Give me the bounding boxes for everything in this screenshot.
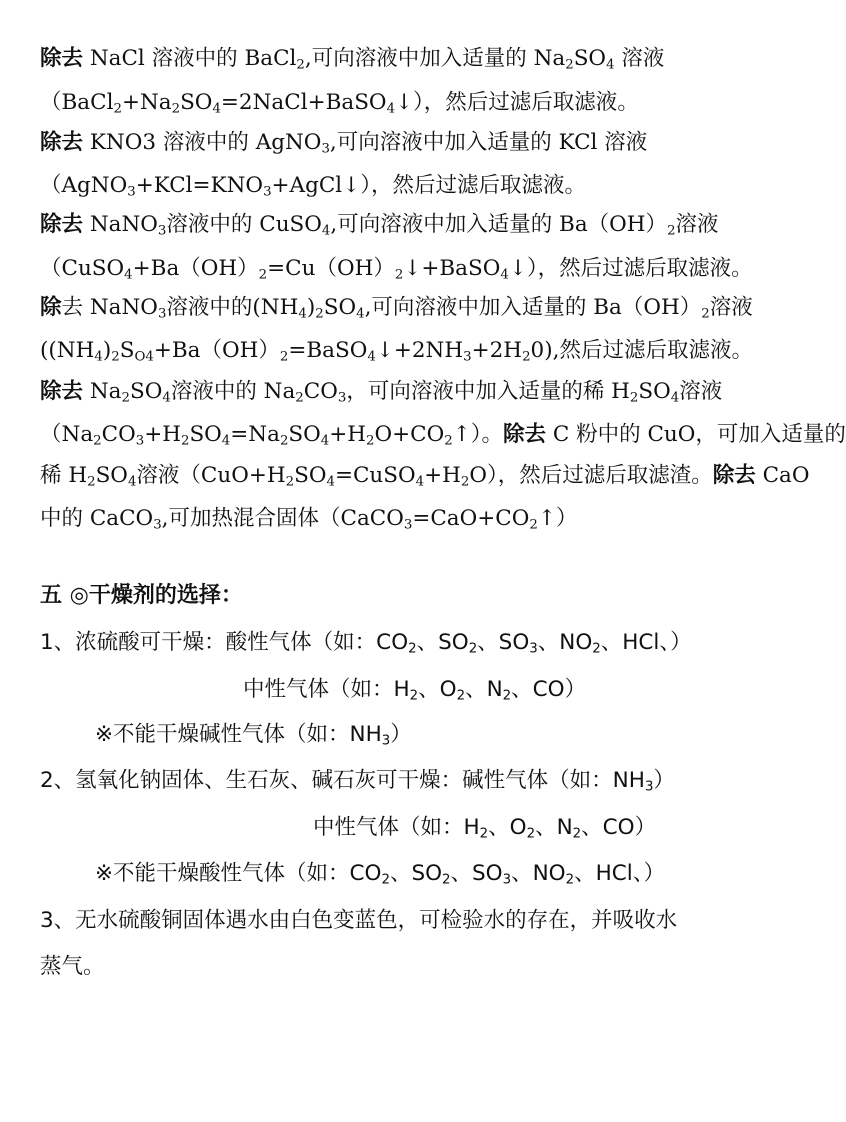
keyword-remove: 除去 — [40, 379, 84, 404]
removal-line-11: 稀 $H_2SO_4$溶液$(CuO+H_2SO_4=CuSO_4+H_2O)$，然后过滤后取滤渣。除去 CaO — [40, 463, 810, 490]
keyword-remove: 除去 — [712, 463, 756, 488]
drying-item-2-neutral: 中性气体（如：$H_2$、$O_2$、$N_2$、CO） — [313, 815, 657, 842]
keyword-remove: 除去 — [40, 46, 84, 71]
section-heading: 五 ◎干燥剂的选择： — [40, 583, 243, 608]
removal-line-9: 除去 $Na_2SO_4$溶液中的 $Na_2CO_3$，可向溶液中加入适量的稀 $H_2SO_4$溶液 — [40, 379, 723, 406]
removal-line-10: $(Na_2CO_3+H_2SO_4=Na_2SO_4+H_2O+CO_2↑)$。除去 C 粉中的 CuO，可加入适量的 — [40, 422, 846, 449]
removal-line-4: $(AgNO_3+KCl=KNO_3+AgCl↓)$，然后过滤后取滤液。 — [40, 173, 586, 200]
removal-line-12: 中的 CaCO$_3$,可加热混合固体$(CaCO_3=CaO+CO_2↑)$ — [40, 506, 578, 533]
drying-item-1-neutral: 中性气体（如：$H_2$、$O_2$、$N_2$、CO） — [243, 677, 587, 704]
removal-line-5: 除去 NaNO$_3$溶液中的 CuSO$_4$,可向溶液中加入适量的 $Ba(OH)_2$溶液 — [40, 212, 719, 239]
keyword-remove-1: 除 — [40, 295, 62, 320]
drying-item-2-note: ※不能干燥酸性气体（如：$CO_2$、$SO_2$、$SO_3$、$NO_2$、HCl、） — [95, 861, 665, 888]
drying-item-2: 2、氢氧化钠固体、生石灰、碱石灰可干燥：碱性气体（如：$NH_3$） — [40, 768, 675, 795]
keyword-remove: 除去 — [502, 422, 546, 447]
keyword-remove-2: 去 — [61, 295, 84, 320]
drying-item-1: 1、浓硫酸可干燥：酸性气体（如：$CO_2$、$SO_2$、$SO_3$、$NO_2$、HCl、） — [40, 630, 692, 657]
drying-item-3: 3、无水硫酸铜固体遇水由白色变蓝色，可检验水的存在，并吸收水 — [40, 908, 678, 933]
drying-item-1-note: ※不能干燥碱性气体（如：$NH_3$） — [95, 722, 412, 749]
keyword-remove: 除去 — [40, 130, 84, 155]
removal-line-2: $(BaCl_2+Na_2SO_4=2NaCl+BaSO_4↓)$，然后过滤后取滤液。 — [40, 90, 639, 117]
removal-line-3: 除去 KNO3 溶液中的 AgNO$_3$,可向溶液中加入适量的 KCl 溶液 — [40, 130, 648, 157]
removal-line-8: $((NH_4)_2S_{O4}+Ba(OH)_2=BaSO_4↓+2NH_3+2H_20)$,然后过滤后取滤液。 — [40, 338, 753, 365]
removal-line-7: 除去 NaNO$_3$溶液中的$(NH_4)_2SO_4$,可向溶液中加入适量的 $Ba(OH)_2$溶液 — [40, 295, 753, 322]
drying-item-3-cont: 蒸气。 — [40, 954, 105, 979]
removal-line-1: 除去 NaCl 溶液中的 BaCl$_2$,可向溶液中加入适量的 $Na_2SO_4$ 溶液 — [40, 46, 665, 73]
removal-line-6: $(CuSO_4+Ba(OH)_2=Cu(OH)_2↓+BaSO_4↓)$，然后过滤后取滤液。 — [40, 256, 753, 283]
keyword-remove: 除去 — [40, 212, 84, 237]
